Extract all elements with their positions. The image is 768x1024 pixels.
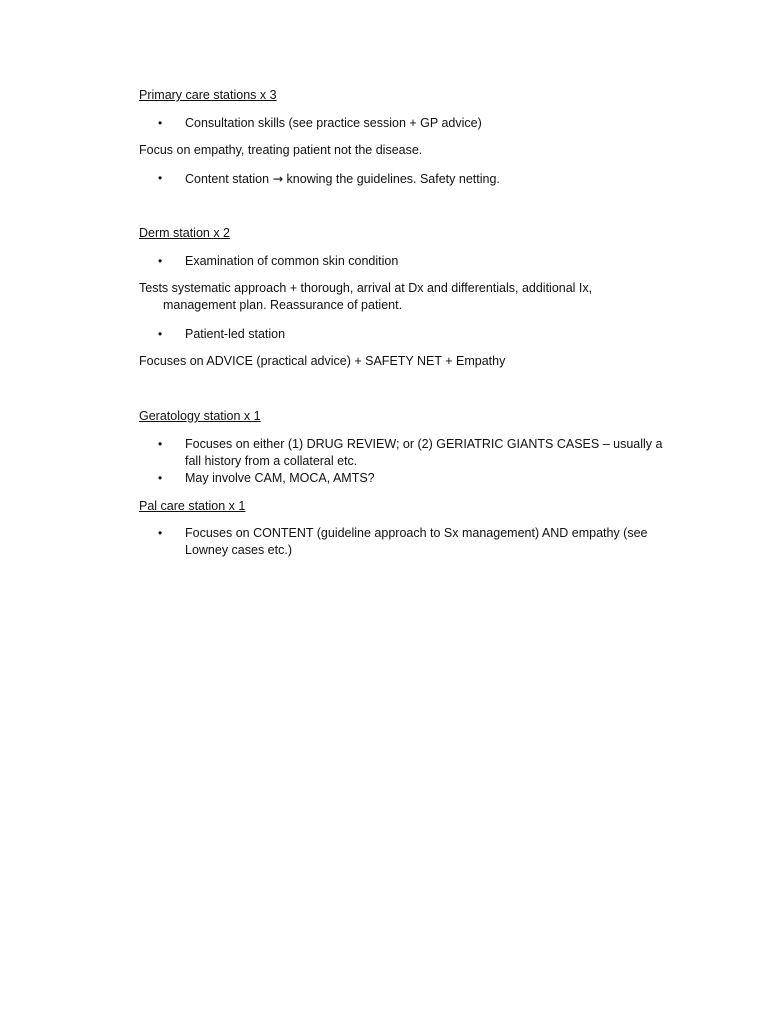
bullet-text: Focuses on CONTENT (guideline approach to Sx management) AND empathy (see Lowney cases etc.): [185, 526, 648, 557]
heading-primary-care: Primary care stations x 3: [139, 88, 277, 102]
heading-pal-care: Pal care station x 1: [139, 499, 246, 513]
list-item: [158, 436, 678, 470]
bullet-text: Examination of common skin condition: [185, 254, 399, 268]
list-item: [158, 115, 678, 132]
list-item: [158, 170, 678, 188]
bullet-text: Consultation skills (see practice session + GP advice): [185, 116, 482, 130]
paragraph: Focus on empathy, treating patient not the disease.: [139, 143, 423, 157]
heading-derm: Derm station x 2: [139, 226, 231, 240]
arrow-right-icon: →: [272, 171, 284, 186]
bullet-icon: •: [158, 526, 163, 540]
paragraph: Tests systematic approach + thorough, arrival at Dx and differentials, additional Ix, management plan. Reassurance of patient.: [139, 281, 593, 312]
heading-geratology: Geratology station x 1: [139, 409, 261, 423]
list-item: [158, 470, 678, 487]
bullet-text-part: knowing the guidelines. Safety netting.: [286, 172, 500, 186]
bullet-text: Focuses on either (1) DRUG REVIEW; or (2) GERIATRIC GIANTS CASES – usually a fall history from a collateral etc.: [185, 437, 663, 468]
list-item: [158, 525, 678, 559]
bullet-icon: •: [158, 437, 163, 451]
bullet-icon: •: [158, 327, 163, 341]
list-item: [158, 326, 678, 343]
bullet-icon: •: [158, 471, 163, 485]
paragraph: Focuses on ADVICE (practical advice) + SAFETY NET + Empathy: [139, 354, 506, 368]
bullet-icon: •: [158, 171, 163, 185]
bullet-text: Patient-led station: [185, 327, 286, 341]
bullet-text-part: Content station: [185, 172, 270, 186]
bullet-icon: •: [158, 116, 163, 130]
bullet-text: [185, 170, 678, 188]
list-item: [158, 253, 678, 270]
bullet-icon: •: [158, 254, 163, 268]
bullet-text: May involve CAM, MOCA, AMTS?: [185, 471, 375, 485]
